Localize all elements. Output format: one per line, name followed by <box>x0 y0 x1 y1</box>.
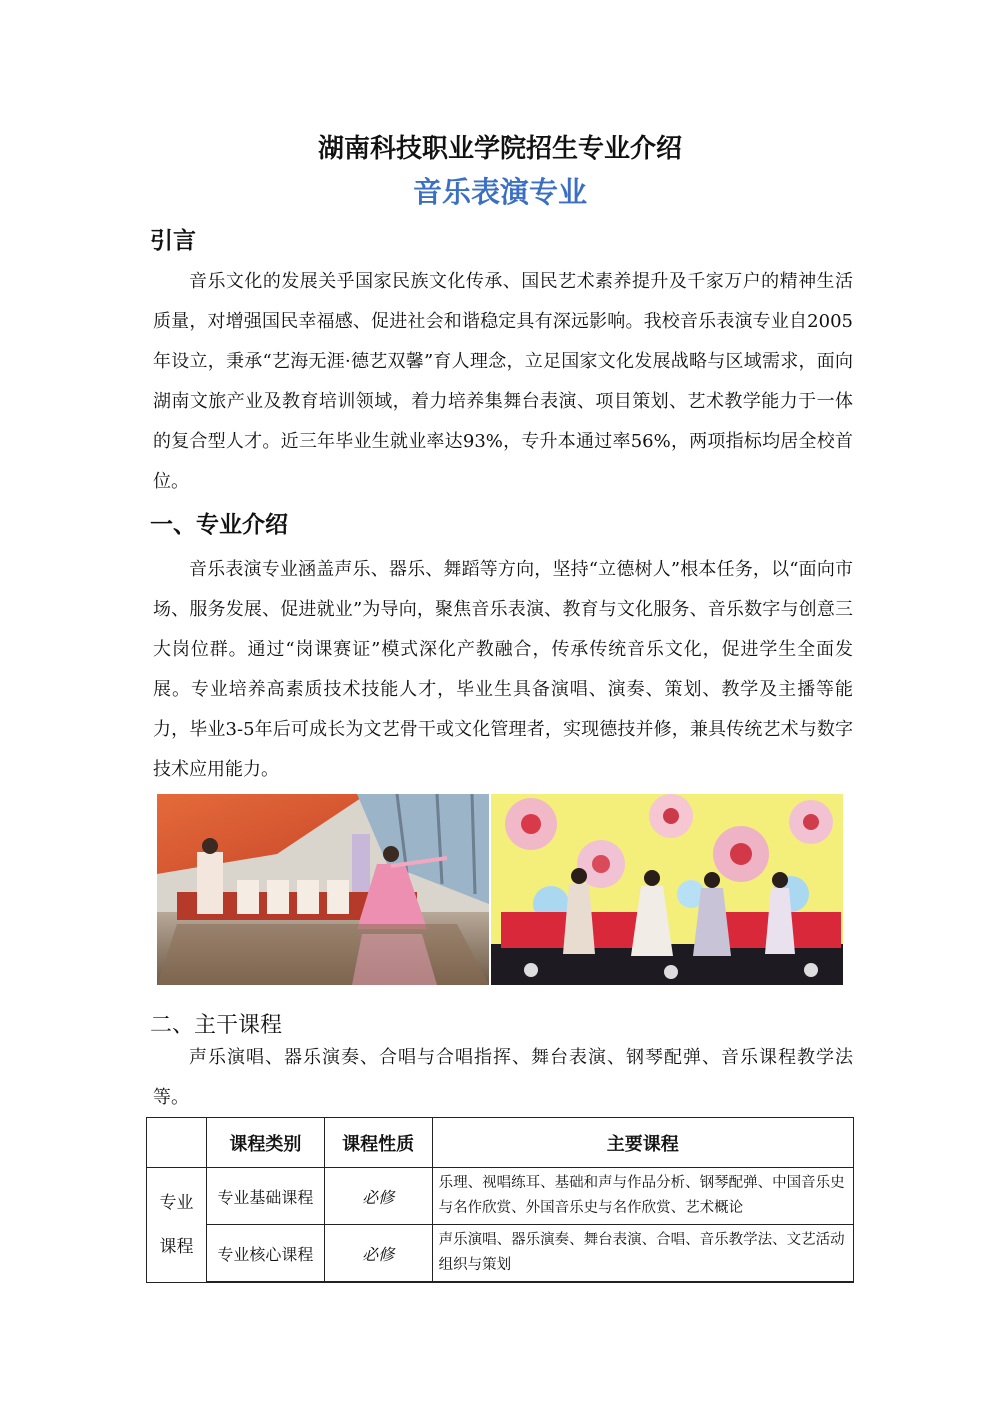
course-table <box>146 1117 854 1283</box>
section2-heading: 二、主干课程 <box>150 1013 283 1038</box>
main-courses-cell: 乐理、视唱练耳、基础和声与作品分析、钢琴配弹、中国音乐史与名作欣赏、外国音乐史与名作欣赏、艺术概论 <box>432 1168 853 1225</box>
intro-heading: 引言 <box>150 228 196 254</box>
document-subtitle: 音乐表演专业 <box>412 175 587 209</box>
photo-strip <box>157 794 843 985</box>
table-header-blank <box>147 1118 207 1168</box>
group-label-line2: 课程 <box>159 1236 194 1257</box>
performance-photo-right <box>491 794 843 985</box>
course-nature-cell: 必修 <box>324 1225 432 1283</box>
intro-paragraph: 音乐文化的发展关乎国家民族文化传承、国民艺术素养提升及千家万户的精神生活质量，对增强国民幸福感、促进社会和谐稳定具有深远影响。我校音乐表演专业自2005年设立，秉承“艺海无涯·德艺双馨”育人理念，立足国家文化发展战略与区域需求，面向湖南文旅产业及教育培训领域，着力培养集舞台表演、项目策划、艺术教学能力于一体的复合型人才。近三年毕业生就业率达93%，专升本通过率56%，两项指标均居全校首位。 <box>153 271 853 492</box>
course-nature-cell: 必修 <box>324 1168 432 1225</box>
table-header-category: 课程类别 <box>206 1118 324 1168</box>
course-category-cell: 专业基础课程 <box>206 1168 324 1225</box>
table-row <box>147 1225 854 1283</box>
document-title: 湖南科技职业学院招生专业介绍 <box>317 134 682 164</box>
section2-paragraph: 声乐演唱、器乐演奏、合唱与合唱指挥、舞台表演、钢琴配弹、音乐课程教学法等。 <box>153 1047 853 1108</box>
table-header-row <box>147 1118 854 1168</box>
group-label-cell <box>147 1168 207 1283</box>
table-header-courses: 主要课程 <box>432 1118 853 1168</box>
table-header-nature: 课程性质 <box>324 1118 432 1168</box>
performance-photo-left <box>157 794 489 985</box>
table-row <box>147 1168 854 1225</box>
group-label-line1: 专业 <box>159 1192 194 1213</box>
section1-paragraph: 音乐表演专业涵盖声乐、器乐、舞蹈等方向，坚持“立德树人”根本任务，以“面向市场、服务发展、促进就业”为导向，聚焦音乐表演、教育与文化服务、音乐数字与创意三大岗位群。通过“岗课赛证”模式深化产教融合，传承传统音乐文化，促进学生全面发展。专业培养高素质技术技能人才，毕业生具备演唱、演奏、策划、教学及主播等能力，毕业3-5年后可成长为文艺骨干或文化管理者，实现德技并修，兼具传统艺术与数字技术应用能力。 <box>153 559 853 780</box>
main-courses-cell: 声乐演唱、器乐演奏、舞台表演、合唱、音乐教学法、文艺活动组织与策划 <box>432 1225 853 1283</box>
course-category-cell: 专业核心课程 <box>206 1225 324 1283</box>
section1-heading: 一、专业介绍 <box>150 512 288 538</box>
